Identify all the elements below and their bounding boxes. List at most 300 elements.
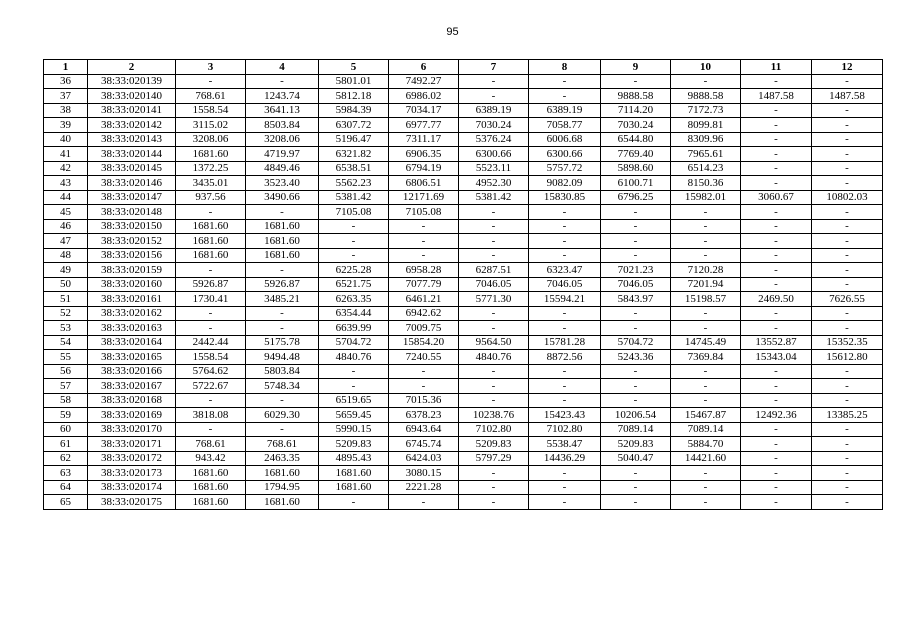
table-cell: 6029.30 [246,408,319,423]
table-cell: 5209.83 [319,437,389,452]
table-cell: 6321.82 [319,147,389,162]
table-cell: 6354.44 [319,306,389,321]
table-row [44,74,883,89]
table-cell: - [459,234,529,249]
table-row [44,480,883,495]
table-header-row [44,60,883,75]
table-cell: 7089.14 [601,422,671,437]
column-header: 7 [459,60,529,75]
table-cell: 6389.19 [459,103,529,118]
table-cell: - [601,364,671,379]
table-cell: 7369.84 [671,350,741,365]
table-cell: 1372.25 [176,161,246,176]
table-cell: 43 [44,176,88,191]
table-cell: - [176,321,246,336]
table-cell: - [741,132,812,147]
table-cell: 15352.35 [812,335,883,350]
table-cell: - [459,89,529,104]
table-cell: 3435.01 [176,176,246,191]
table-cell: - [741,248,812,263]
table-cell: 15198.57 [671,292,741,307]
table-cell: 6986.02 [389,89,459,104]
table-cell: 53 [44,321,88,336]
table-row [44,335,883,350]
table-row [44,393,883,408]
table-cell: 6906.35 [389,147,459,162]
table-cell: 5757.72 [529,161,601,176]
table-cell: 6639.99 [319,321,389,336]
table-cell: 4840.76 [459,350,529,365]
table-cell: - [459,480,529,495]
table-cell: - [812,437,883,452]
table-cell: 5523.11 [459,161,529,176]
table-row [44,234,883,249]
table-cell: - [389,234,459,249]
table-cell: 6521.75 [319,277,389,292]
table-cell: - [389,495,459,510]
table-cell: 1681.60 [246,248,319,263]
table-cell: 38:33:020143 [88,132,176,147]
table-cell: 7058.77 [529,118,601,133]
table-cell: 7105.08 [389,205,459,220]
table-cell: - [741,176,812,191]
table-row [44,248,883,263]
table-cell: 15830.85 [529,190,601,205]
table-cell: 7077.79 [389,277,459,292]
table-cell: 6519.65 [319,393,389,408]
table-cell: 44 [44,190,88,205]
table-cell: 768.61 [176,89,246,104]
table-cell: 15594.21 [529,292,601,307]
table-cell: - [741,364,812,379]
table-cell: - [459,321,529,336]
table-cell: 7046.05 [601,277,671,292]
table-cell: 3818.08 [176,408,246,423]
table-cell: 1681.60 [246,219,319,234]
table-cell: - [529,306,601,321]
table-cell: - [529,495,601,510]
table-cell: 7240.55 [389,350,459,365]
table-cell: 7120.28 [671,263,741,278]
table-row [44,495,883,510]
table-row [44,408,883,423]
table-cell: - [529,89,601,104]
table-cell: 5801.01 [319,74,389,89]
table-cell: 1681.60 [246,234,319,249]
table-cell: 6806.51 [389,176,459,191]
table-cell: 5381.42 [319,190,389,205]
table-cell: - [812,103,883,118]
table-cell: 60 [44,422,88,437]
table-cell: 1487.58 [741,89,812,104]
table-cell: - [529,393,601,408]
table-cell: 62 [44,451,88,466]
table-cell: - [741,451,812,466]
table-cell: 38:33:020172 [88,451,176,466]
table-cell: 5748.34 [246,379,319,394]
table-cell: - [459,74,529,89]
table-cell: - [459,393,529,408]
table-cell: - [601,495,671,510]
table-cell: - [812,161,883,176]
table-cell: 5764.62 [176,364,246,379]
table-cell: 7089.14 [671,422,741,437]
table-cell: - [176,205,246,220]
table-cell: 5722.67 [176,379,246,394]
table-cell: 5990.15 [319,422,389,437]
table-cell: - [319,219,389,234]
table-cell: 10206.54 [601,408,671,423]
table-cell: 5376.24 [459,132,529,147]
table-cell: - [812,205,883,220]
table-cell: 55 [44,350,88,365]
table-cell: 38:33:020173 [88,466,176,481]
table-cell: 45 [44,205,88,220]
table-cell: - [601,219,671,234]
table-cell: - [741,466,812,481]
table-cell: 8099.81 [671,118,741,133]
table-cell: 5843.97 [601,292,671,307]
table-cell: - [529,466,601,481]
table-cell: - [389,364,459,379]
table-cell: - [812,176,883,191]
table-cell: 38:33:020164 [88,335,176,350]
table-cell: 6544.80 [601,132,671,147]
table-cell: 5209.83 [459,437,529,452]
table-cell: - [529,364,601,379]
table-cell: - [459,466,529,481]
table-cell: 4849.46 [246,161,319,176]
table-cell: 4840.76 [319,350,389,365]
table-cell: - [812,495,883,510]
table-cell: - [671,248,741,263]
table-cell: 7201.94 [671,277,741,292]
table-body [44,74,883,509]
table-cell: - [459,306,529,321]
table-cell: 10802.03 [812,190,883,205]
table-cell: - [319,495,389,510]
table-cell: 38:33:020150 [88,219,176,234]
table-cell: - [601,480,671,495]
table-cell: - [812,248,883,263]
table-cell: 2221.28 [389,480,459,495]
table-cell: - [741,74,812,89]
table-cell: - [246,306,319,321]
table-cell: - [601,321,671,336]
table-cell: - [176,393,246,408]
table-cell: 1681.60 [176,219,246,234]
table-cell: 9888.58 [671,89,741,104]
table-cell: - [671,205,741,220]
table-cell: 9888.58 [601,89,671,104]
table-cell: 1487.58 [812,89,883,104]
table-cell: 39 [44,118,88,133]
table-cell: 38:33:020139 [88,74,176,89]
table-cell: 52 [44,306,88,321]
table-row [44,379,883,394]
table-cell: 7034.17 [389,103,459,118]
table-row [44,147,883,162]
table-cell: 38:33:020175 [88,495,176,510]
table-cell: 943.42 [176,451,246,466]
table-cell: - [741,495,812,510]
table-cell: - [812,277,883,292]
table-cell: 1558.54 [176,350,246,365]
table-cell: 10238.76 [459,408,529,423]
table-cell: 42 [44,161,88,176]
table-row [44,161,883,176]
table-cell: 7030.24 [601,118,671,133]
table-cell: - [671,234,741,249]
table-cell: 3485.21 [246,292,319,307]
table-cell: 7965.61 [671,147,741,162]
table-cell: 9494.48 [246,350,319,365]
table-cell: 768.61 [176,437,246,452]
table-cell: - [741,379,812,394]
page-number: 95 [446,26,459,38]
table-cell: 1681.60 [176,248,246,263]
table-cell: 38:33:020140 [88,89,176,104]
table-cell: - [812,379,883,394]
table-cell: - [812,422,883,437]
table-cell: - [389,219,459,234]
table-cell: - [176,263,246,278]
table-cell: 1681.60 [246,466,319,481]
table-row [44,321,883,336]
table-cell: 7626.55 [812,292,883,307]
table-cell: - [246,74,319,89]
table-cell: 40 [44,132,88,147]
table-cell: - [529,74,601,89]
table-cell: - [741,205,812,220]
table-cell: 63 [44,466,88,481]
table-cell: 6942.62 [389,306,459,321]
table-cell: 38:33:020146 [88,176,176,191]
table-row [44,437,883,452]
column-header: 2 [88,60,176,75]
table-cell: - [741,219,812,234]
table-cell: - [812,263,883,278]
table-cell: - [319,234,389,249]
table-cell: 9564.50 [459,335,529,350]
table-cell: - [176,306,246,321]
table-cell: 5209.83 [601,437,671,452]
table-cell: 937.56 [176,190,246,205]
table-cell: 7769.40 [601,147,671,162]
table-cell: 12171.69 [389,190,459,205]
table-cell: - [529,234,601,249]
table-cell: - [176,422,246,437]
table-cell: 6307.72 [319,118,389,133]
table-cell: - [741,277,812,292]
table-cell: - [246,205,319,220]
table-cell: 38:33:020170 [88,422,176,437]
table-cell: - [529,480,601,495]
table-cell: 2469.50 [741,292,812,307]
table-cell: 5704.72 [319,335,389,350]
table-cell: 5803.84 [246,364,319,379]
table-cell: 4895.43 [319,451,389,466]
table-cell: - [741,437,812,452]
table-cell: - [319,248,389,263]
table-cell: - [741,161,812,176]
table-cell: - [812,480,883,495]
table-cell: 6100.71 [601,176,671,191]
table-cell: 6796.25 [601,190,671,205]
table-row [44,263,883,278]
table-cell: - [741,422,812,437]
column-header: 3 [176,60,246,75]
table-cell: - [671,379,741,394]
table-cell: 38:33:020142 [88,118,176,133]
table-cell: - [246,422,319,437]
table-cell: - [671,495,741,510]
table-cell: - [601,466,671,481]
table-cell: 13385.25 [812,408,883,423]
column-header: 5 [319,60,389,75]
table-cell: 5771.30 [459,292,529,307]
table-cell: 5884.70 [671,437,741,452]
table-cell: 61 [44,437,88,452]
table-cell: - [741,263,812,278]
table-cell: 1681.60 [176,466,246,481]
table-cell: - [812,219,883,234]
table-cell: - [459,495,529,510]
table-cell: 38 [44,103,88,118]
table-cell: 6461.21 [389,292,459,307]
table-cell: 38:33:020156 [88,248,176,263]
table-cell: - [319,364,389,379]
table-cell: - [812,321,883,336]
column-header: 1 [44,60,88,75]
table-cell: - [601,205,671,220]
table-cell: 1243.74 [246,89,319,104]
table-cell: 12492.36 [741,408,812,423]
table-cell: 8503.84 [246,118,319,133]
table-cell: 4952.30 [459,176,529,191]
table-cell: 1558.54 [176,103,246,118]
table-cell: - [741,306,812,321]
table-cell: 7030.24 [459,118,529,133]
table-cell: 7046.05 [459,277,529,292]
table-cell: 6514.23 [671,161,741,176]
table-cell: 7172.73 [671,103,741,118]
table-cell: - [671,321,741,336]
table-row [44,176,883,191]
table-cell: 6745.74 [389,437,459,452]
table-cell: - [459,248,529,263]
table-cell: - [812,306,883,321]
table-cell: 1681.60 [319,480,389,495]
table-cell: 7102.80 [459,422,529,437]
table-cell: - [601,393,671,408]
table-row [44,422,883,437]
table-cell: - [671,480,741,495]
table-cell: 38:33:020165 [88,350,176,365]
table-cell: - [601,306,671,321]
table-cell: - [459,205,529,220]
table-row [44,219,883,234]
column-header: 9 [601,60,671,75]
table-cell: - [459,364,529,379]
table-cell: - [671,364,741,379]
column-header: 6 [389,60,459,75]
table-cell: 56 [44,364,88,379]
table-cell: 15467.87 [671,408,741,423]
table-cell: 15982.01 [671,190,741,205]
table-row [44,277,883,292]
table-cell: 5040.47 [601,451,671,466]
table-cell: 6323.47 [529,263,601,278]
table-cell: - [246,263,319,278]
table-row [44,451,883,466]
table-cell: 1681.60 [176,234,246,249]
table-row [44,190,883,205]
table-cell: - [671,393,741,408]
table-cell: 15612.80 [812,350,883,365]
table-cell: 38:33:020147 [88,190,176,205]
table-cell: 5812.18 [319,89,389,104]
table-cell: - [741,147,812,162]
table-cell: 6225.28 [319,263,389,278]
table-cell: 5175.78 [246,335,319,350]
table-cell: 768.61 [246,437,319,452]
table-cell: 38:33:020166 [88,364,176,379]
table-cell: 38:33:020144 [88,147,176,162]
table-cell: 3208.06 [176,132,246,147]
table-cell: 38:33:020168 [88,393,176,408]
table-cell: - [812,466,883,481]
table-cell: 1681.60 [319,466,389,481]
table-cell: 38:33:020174 [88,480,176,495]
table-cell: 54 [44,335,88,350]
table-cell: - [671,466,741,481]
table-cell: 6300.66 [459,147,529,162]
table-cell: 15854.20 [389,335,459,350]
table-cell: 6977.77 [389,118,459,133]
table-row [44,205,883,220]
table-cell: - [319,379,389,394]
table-cell: 38:33:020162 [88,306,176,321]
table-row [44,103,883,118]
table-cell: 6538.51 [319,161,389,176]
table-cell: 38:33:020161 [88,292,176,307]
table-cell: 7021.23 [601,263,671,278]
table-row [44,350,883,365]
table-cell: 2463.35 [246,451,319,466]
table-row [44,292,883,307]
table-cell: 3080.15 [389,466,459,481]
table-cell: - [812,364,883,379]
table-row [44,466,883,481]
table-row [44,306,883,321]
table-cell: - [741,321,812,336]
table-cell: - [529,219,601,234]
table-cell: 38:33:020145 [88,161,176,176]
table-cell: 3115.02 [176,118,246,133]
table-cell: 6263.35 [319,292,389,307]
table-cell: - [529,379,601,394]
table-cell: - [246,321,319,336]
table-cell: 1681.60 [176,147,246,162]
table-cell: 5562.23 [319,176,389,191]
table-cell: 38:33:020160 [88,277,176,292]
table-cell: 6006.68 [529,132,601,147]
table-cell: 5984.39 [319,103,389,118]
table-cell: 64 [44,480,88,495]
table-cell: - [529,248,601,263]
table-cell: 38:33:020152 [88,234,176,249]
